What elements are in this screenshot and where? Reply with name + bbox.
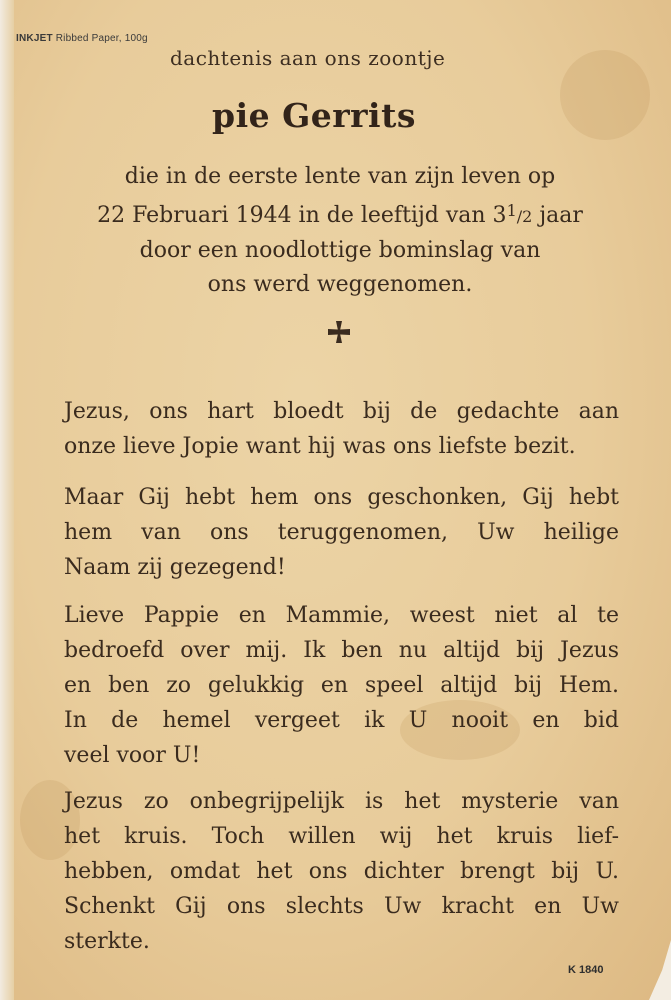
- intro-line: ons werd weggenomen.: [207, 272, 473, 297]
- dedication-line: dachtenis aan ons zoontje: [170, 46, 446, 70]
- paper-edge: [0, 0, 14, 1000]
- intro-line: door een noodlottige bominslag van: [139, 238, 541, 263]
- paragraph-line: Schenkt Gij ons slechts Uw kracht en Uw: [64, 894, 619, 919]
- cross-icon: [327, 320, 351, 344]
- paragraph-line: hebben, omdat het ons dichter brengt bij U.: [64, 859, 619, 884]
- stamp-paper: Ribbed Paper, 100g: [55, 33, 148, 44]
- paragraph-line: In de hemel vergeet ik U nooit en bid: [64, 708, 619, 733]
- paragraph-line: sterkte.: [64, 929, 150, 954]
- paragraph-line: hem van ons teruggenomen, Uw heilige: [64, 520, 619, 545]
- paragraph-line: veel voor U!: [64, 743, 201, 768]
- torn-corner: [649, 940, 671, 1000]
- paragraph-line: Jezus, ons hart bloedt bij de gedachte aan: [64, 399, 619, 424]
- paragraph-2: [64, 480, 619, 585]
- print-code: K 1840: [568, 964, 604, 976]
- paragraph-line: Jezus zo onbegrijpelijk is het mysterie van: [64, 789, 619, 814]
- paragraph-line: onze lieve Jopie want hij was ons liefste bezit.: [64, 434, 576, 459]
- paragraph-line: Naam zij gezegend!: [64, 555, 286, 580]
- fraction-denominator: /2: [516, 207, 533, 226]
- paper-stain: [560, 50, 650, 140]
- paragraph-line: Lieve Pappie en Mammie, weest niet al te: [64, 603, 619, 628]
- paper-stamp: [16, 33, 148, 44]
- paragraph-line: Maar Gij hebt hem ons geschonken, Gij hebt: [64, 485, 619, 510]
- intro-unit: jaar: [532, 203, 583, 228]
- paragraph-1: [64, 394, 619, 464]
- fraction-numerator: 1: [506, 201, 517, 220]
- deceased-name: pie Gerrits: [212, 96, 416, 135]
- paragraph-line: en ben zo gelukkig en speel altijd bij Hem.: [64, 673, 619, 698]
- paragraph-line: het kruis. Toch willen wij het kruis lief-: [64, 824, 619, 849]
- paragraph-line: bedroefd over mij. Ik ben nu altijd bij Jezus: [64, 638, 619, 663]
- intro-line: [60, 194, 620, 234]
- intro-line: die in de eerste lente van zijn leven op: [124, 164, 556, 189]
- paragraph-4: [64, 784, 619, 959]
- stamp-brand: INKJET: [16, 33, 53, 44]
- paragraph-3: [64, 598, 619, 773]
- intro-text: [60, 160, 620, 302]
- intro-date-age: 22 Februari 1944 in de leeftijd van 3: [97, 203, 507, 228]
